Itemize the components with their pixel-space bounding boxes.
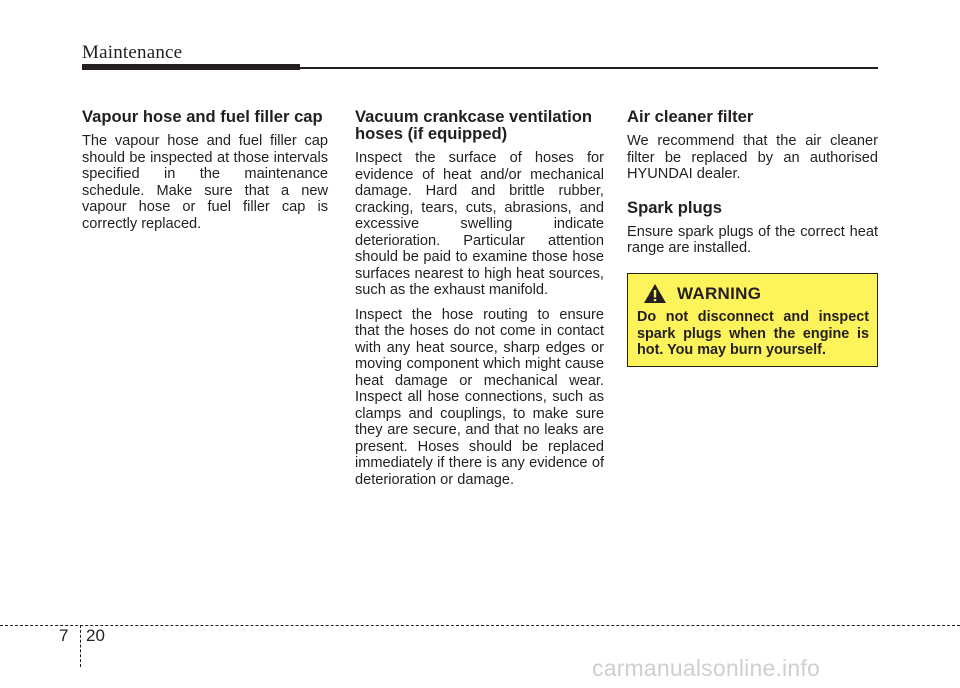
header-rule-thin [300, 67, 878, 69]
header-rule-thick [82, 64, 300, 70]
watermark: carmanualsonline.info [592, 655, 820, 681]
spark-plugs-paragraph: Ensure spark plugs of the correct heat range are installed. [627, 223, 878, 256]
warning-box [627, 273, 878, 367]
vapour-hose-heading: Vapour hose and fuel filler cap [82, 107, 323, 126]
vacuum-crankcase-heading: Vacuum crankcase ventilation hoses (if equipped) [355, 107, 593, 143]
page-header-title: Maintenance [82, 42, 183, 63]
page-number: 20 [86, 626, 105, 645]
footer-dashed-rule [0, 625, 960, 626]
vacuum-crankcase-paragraph-2: Inspect the hose routing to ensure that the hoses do not come in contact with any heat source, sharp edges or moving component which might cause heat damage or mechanical wear. Inspect all hose connections, such as clamps and couplings, to make sure they are secure, and that no leaks are present. Hoses should be replaced immediately if there is any evidence of deterioration or damage. [355, 306, 604, 488]
vacuum-crankcase-paragraph-1: Inspect the surface of hoses for evidence of heat and/or mechanical damage. Hard and brittle rubber, cracking, tears, cuts, abrasions, and excessive swelling indicate deterioration. Particular attention should be paid to examine those hose surfaces nearest to high heat sources, such as the exhaust manifold. [355, 150, 604, 298]
footer-divider [80, 625, 81, 667]
vapour-hose-paragraph: The vapour hose and fuel filler cap should be inspected at those intervals specified in the maintenance schedule. Make sure that a new vapour hose or fuel filler cap is correctly replaced. [82, 133, 328, 232]
warning-title: WARNING [677, 283, 762, 303]
air-cleaner-heading: Air cleaner filter [627, 107, 754, 126]
warning-text: Do not disconnect and inspect spark plugs when the engine is hot. You may burn yourself. [637, 309, 869, 358]
chapter-number: 7 [59, 626, 69, 645]
column-left [82, 108, 328, 240]
warning-triangle-icon [643, 283, 667, 304]
air-cleaner-paragraph: We recommend that the air cleaner filter be replaced by an authorised HYUNDAI dealer. [627, 133, 878, 182]
column-middle [355, 108, 604, 496]
warning-header [637, 283, 869, 304]
column-right [627, 108, 878, 265]
spark-plugs-heading: Spark plugs [627, 197, 722, 217]
